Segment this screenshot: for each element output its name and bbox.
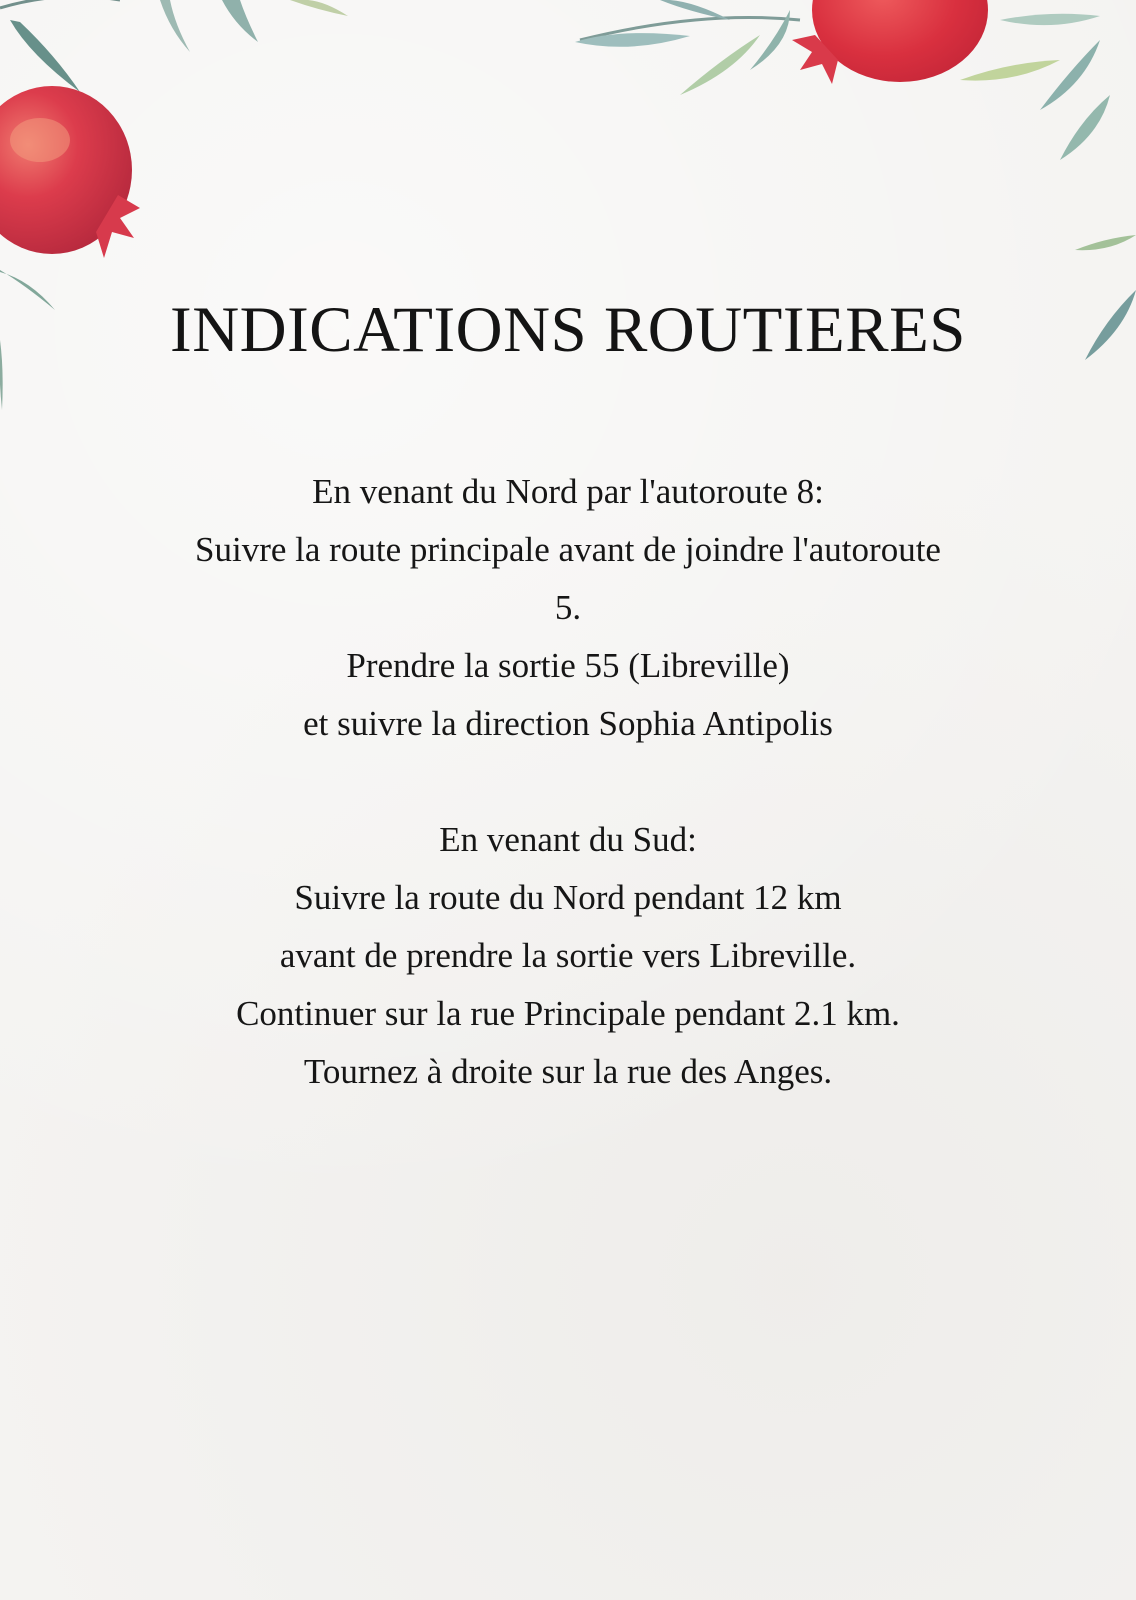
south-directions — [118, 811, 1018, 1101]
direction-line: Suivre la route principale avant de joindre l'autoroute — [195, 530, 941, 569]
north-heading: En venant du Nord par l'autoroute 8: — [312, 472, 824, 511]
direction-line: avant de prendre la sortie vers Libreville. — [279, 936, 857, 975]
directions-text — [118, 463, 1018, 1101]
direction-line: Tournez à droite sur la rue des Anges. — [303, 1052, 833, 1091]
direction-line: et suivre la direction Sophia Antipolis — [303, 704, 833, 743]
direction-line: 5. — [554, 588, 582, 627]
south-heading: En venant du Sud: — [439, 820, 697, 859]
direction-line: Continuer sur la rue Principale pendant 2.1 km. — [236, 994, 900, 1033]
page-title: INDICATIONS ROUTIERES — [170, 294, 966, 366]
direction-line: Prendre la sortie 55 (Libreville) — [346, 646, 790, 685]
direction-line: Suivre la route du Nord pendant 12 km — [294, 878, 842, 917]
north-directions — [118, 463, 1018, 753]
